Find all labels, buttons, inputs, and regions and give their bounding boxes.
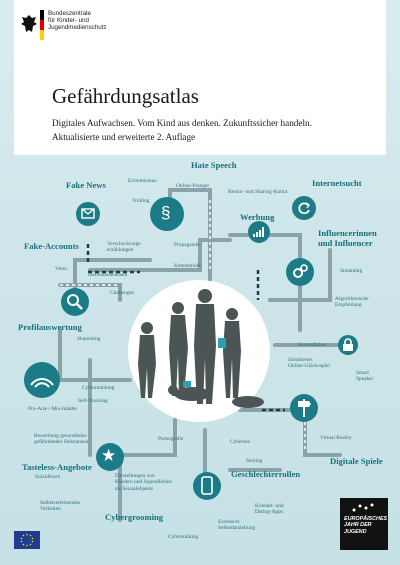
topic-profilauswertung: Profilauswertung xyxy=(18,322,82,332)
people-silhouette xyxy=(130,286,270,416)
mail-icon xyxy=(81,208,95,219)
topic-fake-accounts: Fake-Accounts xyxy=(24,241,79,251)
sub-sharenting: Sharenting xyxy=(77,336,101,342)
sub-virtual-reality: Virtual Reality xyxy=(320,435,352,441)
organization-name: Bundeszentrale für Kinder- und Jugendmedienschutz xyxy=(48,10,107,32)
sub-online-gluecksspiel: Simuliertes Online-Glücksspiel xyxy=(288,357,330,370)
topic-digitale-spiele: Digitale Spiele xyxy=(330,456,383,466)
german-flag-icon xyxy=(40,10,44,40)
eagle-icon xyxy=(20,14,38,34)
sub-cybermobbing: Cybermobbing xyxy=(82,385,115,391)
eu-stars-icon xyxy=(14,531,40,549)
topic-tasteless-angebote: Tasteless-Angebote xyxy=(22,462,92,472)
sub-kostenfallen: Kostenfallen xyxy=(298,342,326,348)
hand-hearts-icon xyxy=(29,369,55,391)
sub-sexting: Sexting xyxy=(246,458,263,464)
sub-propaganda: Propaganda xyxy=(174,242,200,248)
sub-fomo: FOMO xyxy=(298,213,314,219)
signal-bars-icon xyxy=(252,226,266,238)
sub-viren: Viren xyxy=(55,266,67,272)
sub-identitaetsdiebstahl: Identitätsdiebstahl xyxy=(88,272,128,278)
sub-pornografie: Pornografie xyxy=(158,436,184,442)
sub-exzessive-selbstdarstellung: Exzessive Selbstdarstellung xyxy=(218,519,256,532)
sub-kontakt-dating-apps: Kontakt- und Dating-Apps xyxy=(255,503,284,516)
paragraph-icon: § xyxy=(161,203,171,222)
sub-extremismus: Extremismus xyxy=(128,178,157,184)
sub-self-tracking: Self-Tracking xyxy=(78,398,108,404)
star-icon: ★ xyxy=(101,446,117,465)
sub-cyberstalking: Cyberstalking xyxy=(168,534,199,540)
sub-cybersex: Cybersex xyxy=(230,439,251,445)
topic-hate-speech: Hate Speech xyxy=(191,160,237,170)
topic-werbung: Werbung xyxy=(240,212,275,222)
topic-internetsucht: Internetsucht xyxy=(312,178,362,188)
stars-icon xyxy=(350,502,378,514)
smartphone-icon xyxy=(200,476,214,496)
sub-bewerbung-substanzen: Bewerbung gesundheits- gefährdender Substanzen xyxy=(34,433,89,446)
sub-selbstverletzendes-verhalten: Selbstverletzendes Verhalten xyxy=(40,500,81,513)
lock-icon xyxy=(342,338,354,352)
sub-darstellungen: Darstellungen von Kindern und Jugendlichen als Sexualobjekte xyxy=(115,473,172,492)
topic-cybergrooming: Cybergrooming xyxy=(105,512,164,522)
subtitle: Digitales Aufwachsen. Vom Kind aus denken. Zukunftssicher handeln. Aktualisierte und erweiterte 2. Auflage xyxy=(52,118,312,142)
topic-geschlechterrollen: Geschlechterrollen xyxy=(231,469,301,479)
eu-flag-logo xyxy=(14,531,40,549)
sub-remix: Remix- und Sharing-Kultur xyxy=(228,189,288,195)
sub-online-pranger: Online-Pranger xyxy=(176,183,210,189)
gears-icon xyxy=(291,263,309,281)
sub-pro-ana: Pro-Ana-/-Mia-Inhalte xyxy=(28,406,77,412)
sub-verschwoerung: Verschwörungs- erzählungen xyxy=(107,241,143,254)
sub-kettenbriefe: Kettenbriefe xyxy=(174,263,201,269)
sub-challenges: Challenges xyxy=(110,290,134,296)
sub-algorithmische-empfehlung: Algorithmische Empfehlung xyxy=(335,296,369,309)
topic-influencer: Influencerinnen und Influencer xyxy=(318,228,377,248)
sub-trolling: Trolling xyxy=(132,198,150,204)
page-title: Gefährdungsatlas xyxy=(52,84,199,108)
signpost-icon xyxy=(296,398,312,418)
magnifier-icon xyxy=(66,293,84,311)
topic-fake-news: Fake News xyxy=(66,180,106,190)
european-year-of-youth-logo: EUROPÄISCHES JAHR DER JUGEND xyxy=(340,498,388,550)
sub-smart-speaker: Smart Speaker xyxy=(356,370,374,383)
sub-suizidforen: Suizidforen xyxy=(35,474,61,480)
sub-streaming: Streaming xyxy=(340,268,363,274)
